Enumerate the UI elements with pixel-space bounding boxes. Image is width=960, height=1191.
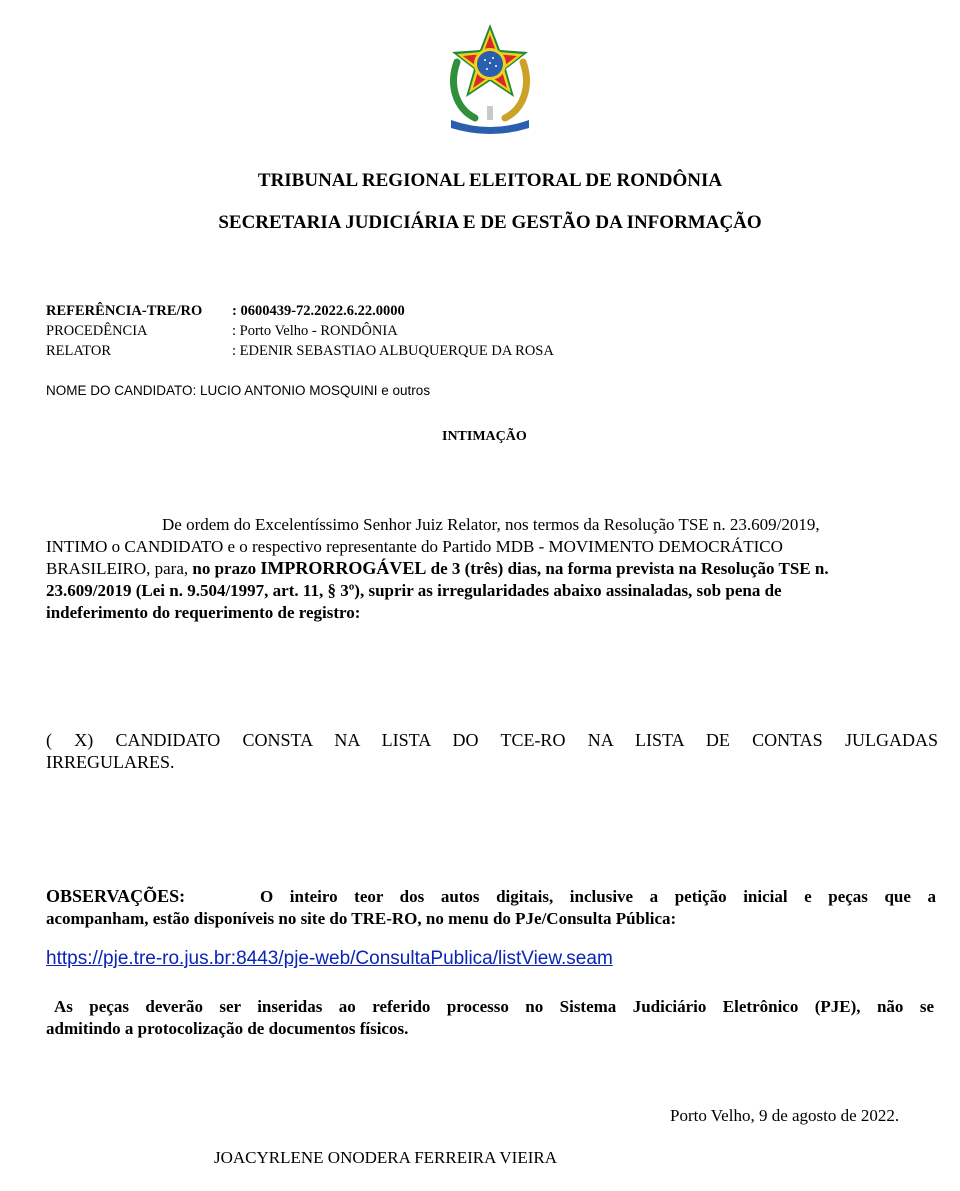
body-line-3-b: no prazo [192, 559, 257, 578]
candidate-name-line: NOME DO CANDIDATO: LUCIO ANTONIO MOSQUINI e outros [46, 383, 431, 398]
body-line-2: INTIMO o CANDIDATO e o respectivo representante do Partido MDB - MOVIMENTO DEMOCRÁTICO [46, 537, 783, 556]
body-line-3-a: BRASILEIRO, para, [46, 559, 189, 578]
body-line-3-d: de 3 (três) dias, na forma prevista na Resolução TSE n. [430, 559, 829, 578]
notice-title: INTIMAÇÃO [442, 429, 527, 444]
consulta-publica-link[interactable]: https://pje.tre-ro.jus.br:8443/pje-web/ConsultaPublica/listView.seam [46, 948, 613, 969]
court-title: TRIBUNAL REGIONAL ELEITORAL DE RONDÔNIA [257, 170, 723, 191]
observations-line-1: O inteiro teor dos autos digitais, inclusive a petição inicial e peças que a [260, 887, 936, 906]
filing-note-line-2: admitindo a protocolização de documentos físicos. [46, 1019, 409, 1038]
observations-line-2: acompanham, estão disponíveis no site do TRE-RO, no menu do PJe/Consulta Pública: [46, 909, 677, 928]
origin-label: PROCEDÊNCIA [46, 323, 148, 339]
reference-value: : 0600439-72.2022.6.22.0000 [232, 303, 405, 319]
body-line-5: indeferimento do requerimento de registro: [46, 603, 361, 622]
rapporteur-value: : EDENIR SEBASTIAO ALBUQUERQUE DA ROSA [232, 343, 554, 359]
rapporteur-label: RELATOR [46, 343, 111, 359]
body-line-1: De ordem do Excelentíssimo Senhor Juiz Relator, nos termos da Resolução TSE n. 23.609/2019, [162, 515, 820, 534]
checklist-line-2: IRREGULARES. [46, 752, 175, 772]
checklist-line-1: ( X) CANDIDATO CONSTA NA LISTA DO TCE-RO NA LISTA DE CONTAS JULGADAS [46, 730, 938, 750]
place-date: Porto Velho, 9 de agosto de 2022. [670, 1106, 900, 1125]
observations-label: OBSERVAÇÕES: [46, 886, 186, 906]
body-line-3-c: IMPRORROGÁVEL [260, 558, 427, 578]
signer-name: JOACYRLENE ONODERA FERREIRA VIEIRA [214, 1148, 558, 1167]
reference-label: REFERÊNCIA-TRE/RO [46, 303, 203, 319]
filing-note-line-1: As peças deverão ser inseridas ao referido processo no Sistema Judiciário Eletrônico (PJE), não se [54, 997, 934, 1016]
body-line-4: 23.609/2019 (Lei n. 9.504/1997, art. 11, § 3º), suprir as irregularidades abaixo assinaladas, sob pena de [46, 581, 782, 600]
body-line-3 [46, 558, 946, 579]
coat-of-arms-emblem [441, 22, 539, 134]
origin-value: : Porto Velho - RONDÔNIA [232, 323, 398, 339]
department-title: SECRETARIA JUDICIÁRIA E DE GESTÃO DA INFORMAÇÃO [218, 212, 762, 233]
